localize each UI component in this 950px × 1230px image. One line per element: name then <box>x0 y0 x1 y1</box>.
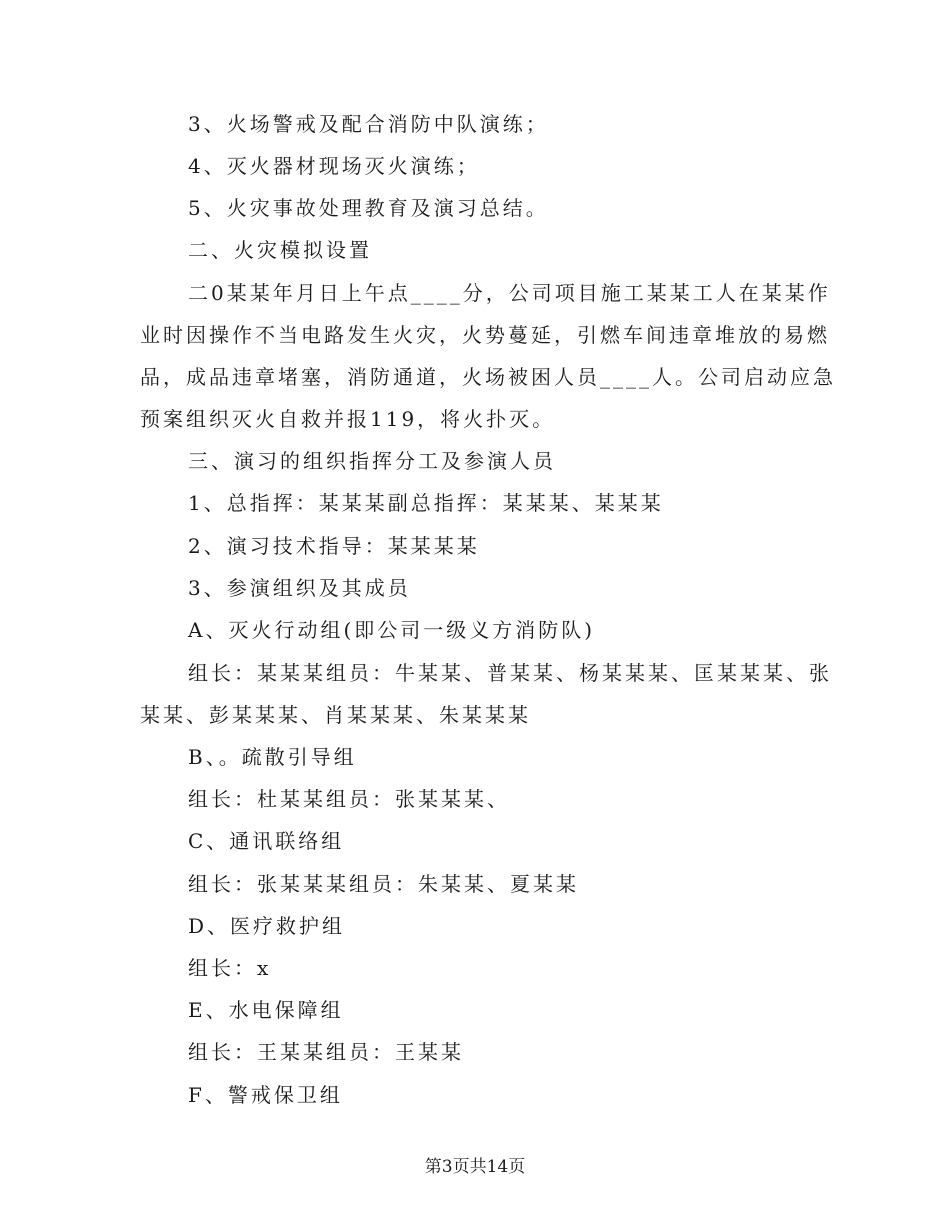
group-heading: B、。疏散引导组 <box>188 745 357 769</box>
text-line: 组长：杜某某组员：张某某某、 <box>188 787 510 811</box>
group-heading: C、通讯联络组 <box>188 829 345 853</box>
paragraph-line: 品，成品违章堵塞，消防通道，火场被困人员____人。公司启动应急 <box>140 365 836 389</box>
text-line: 1、总指挥：某某某副总指挥：某某某、某某某 <box>188 491 664 515</box>
paragraph-line: 二0某某年月日上午点____分，公司项目施工某某工人在某某作 <box>188 281 831 305</box>
text-line: 组长：王某某组员：王某某 <box>188 1040 464 1064</box>
text-line: 组长：张某某某组员：朱某某、夏某某 <box>188 872 579 896</box>
group-heading: F、警戒保卫组 <box>188 1083 343 1107</box>
paragraph-line: 组长：某某某组员：牛某某、普某某、杨某某某、匡某某某、张 <box>188 661 832 685</box>
page-number: 第3页共14页 <box>424 1157 526 1177</box>
group-heading: A、灭火行动组(即公司一级义方消防队) <box>188 618 596 642</box>
paragraph-line: 预案组织灭火自救并报119，将火扑灭。 <box>140 407 556 431</box>
group-heading: E、水电保障组 <box>188 998 344 1022</box>
text-line: 5、火灾事故处理教育及演习总结。 <box>188 196 549 220</box>
section-heading: 二、火灾模拟设置 <box>188 238 372 262</box>
section-heading: 三、演习的组织指挥分工及参演人员 <box>188 449 556 473</box>
text-line: 4、灭火器材现场灭火演练； <box>188 154 480 178</box>
paragraph-line: 某某、彭某某某、肖某某某、朱某某某 <box>140 703 531 727</box>
text-line: 2、演习技术指导：某某某某 <box>188 534 480 558</box>
group-heading: D、医疗救护组 <box>188 914 346 938</box>
text-line: 组长：x <box>188 956 272 980</box>
paragraph-line: 业时因操作不当电路发生火灾，火势蔓延，引燃车间违章堆放的易燃 <box>140 323 830 347</box>
text-line: 3、参演组织及其成员 <box>188 576 411 600</box>
text-line: 3、火场警戒及配合消防中队演练； <box>188 112 549 136</box>
